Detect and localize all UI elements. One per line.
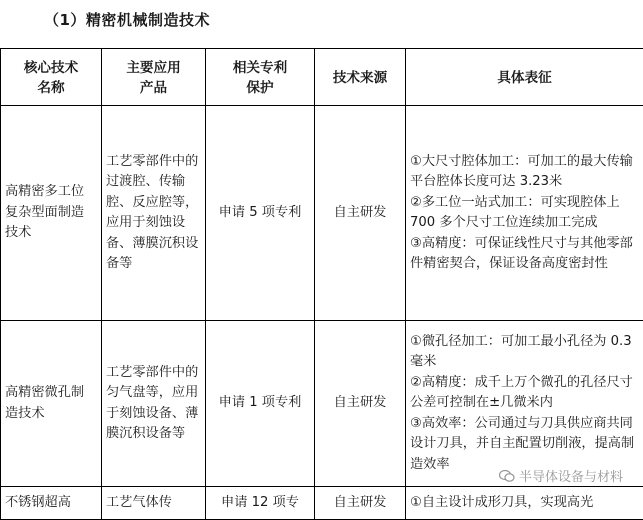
- feature-item: ②多工位一站式加工：可实现腔体上 700 多个尺寸工位连续加工完成: [410, 193, 639, 234]
- header-core-tech-name: [1, 49, 102, 106]
- products-cell: 工艺零部件中的匀气盘等，应用于刻蚀设备、薄膜沉积设备等: [102, 321, 206, 487]
- features-cell: [406, 106, 643, 321]
- header-line: 核心技术: [5, 58, 97, 78]
- header-main-products: [102, 49, 206, 106]
- tech-name-cell: 高精密微孔制造技术: [1, 321, 102, 487]
- feature-item: ①微孔径加工：可加工最小孔径为 0.3 毫米: [410, 332, 639, 373]
- header-line: 相关专利: [210, 58, 310, 78]
- header-line: 产品: [106, 78, 201, 98]
- header-line: 主要应用: [106, 58, 201, 78]
- table-row: [1, 321, 643, 487]
- table-header-row: [1, 49, 643, 106]
- header-line: 保护: [210, 78, 310, 98]
- patent-cell: 申请 1 项专利: [206, 321, 315, 487]
- header-tech-source: 技术来源: [315, 49, 406, 106]
- header-patent-protection: [206, 49, 315, 106]
- features-cell: [406, 321, 643, 487]
- wechat-icon: [499, 469, 515, 483]
- features-cell: [406, 487, 643, 520]
- feature-item: ①大尺寸腔体加工：可加工的最大传输平台腔体长度可达 3.23米: [410, 152, 639, 193]
- products-cell: 工艺零部件中的过渡腔、传输腔、反应腔等，应用于刻蚀设备、薄膜沉积设备等: [102, 106, 206, 321]
- feature-item: ①自主设计成形刀具，实现高光: [410, 493, 639, 514]
- source-cell: 自主研发: [315, 106, 406, 321]
- patent-cell: 申请 5 项专利: [206, 106, 315, 321]
- table-row: [1, 487, 643, 520]
- products-cell: 工艺气体传: [102, 487, 206, 520]
- core-technology-table: [0, 48, 643, 520]
- table-row: [1, 106, 643, 321]
- feature-item: ③高精度：可保证线性尺寸与其他零部件精密契合，保证设备高度密封性: [410, 234, 639, 275]
- tech-name-cell: 高精密多工位复杂型面制造技术: [1, 106, 102, 321]
- source-cell: 自主研发: [315, 487, 406, 520]
- header-line: 名称: [5, 78, 97, 98]
- header-specific-features: 具体表征: [406, 49, 643, 106]
- watermark-text: 半导体设备与材料: [519, 470, 623, 485]
- patent-cell: 申请 12 项专: [206, 487, 315, 520]
- section-title: （1）精密机械制造技术: [44, 9, 210, 30]
- tech-name-cell: 不锈钢超高: [1, 487, 102, 520]
- watermark: [499, 466, 623, 485]
- feature-item: ②高精度：成千上万个微孔的孔径尺寸公差可控制在±几微米内: [410, 373, 639, 414]
- feature-item: ③高效率：公司通过与刀具供应商共同设计刀具，并自主配置切削液，提高制造效率: [410, 414, 639, 476]
- source-cell: 自主研发: [315, 321, 406, 487]
